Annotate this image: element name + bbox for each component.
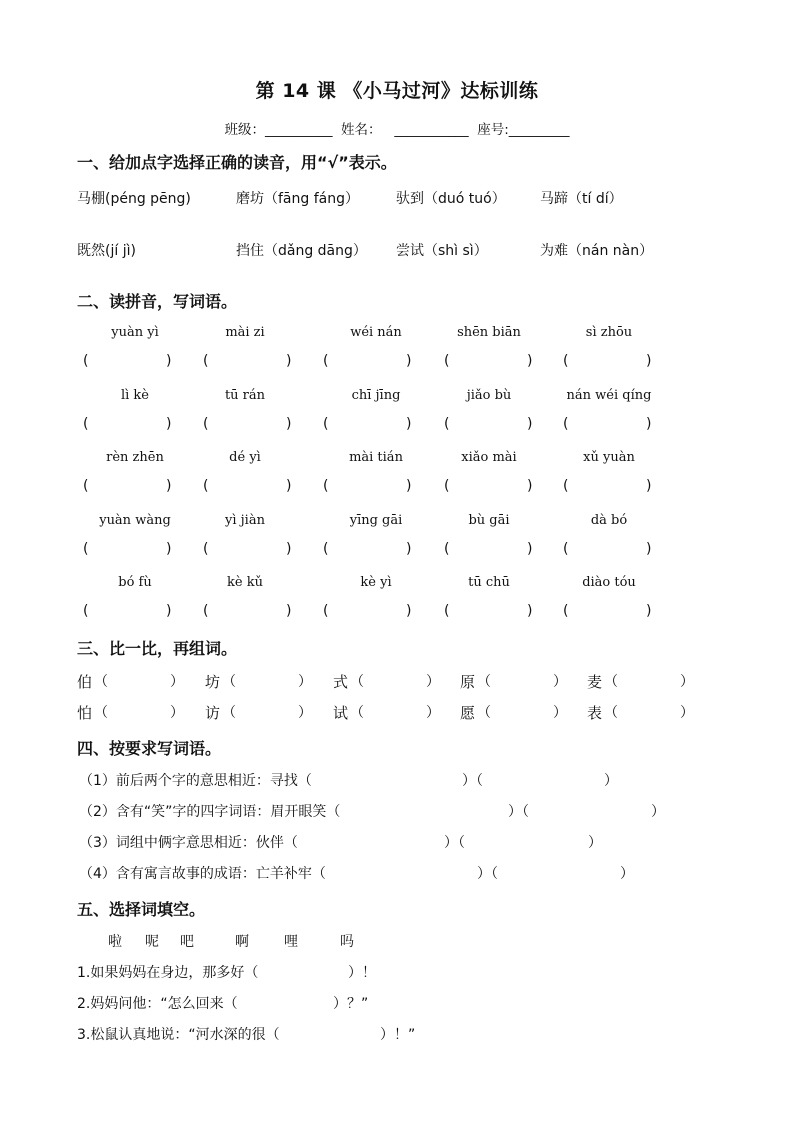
word-choice: 啦 (108, 934, 122, 950)
answer-close-paren: ) (646, 415, 652, 432)
requirement-item: （2）含有“笑”字的四字词语：眉开眼笑（ (79, 804, 341, 820)
answer-open-paren: ( (444, 603, 450, 619)
page-title: 第 14 课 《小马过河》达标训练 (255, 80, 539, 102)
answer-close-paren: ) (166, 415, 172, 432)
answer-close-paren: ) (286, 353, 292, 369)
pronunciation-item: 为难（nán nàn） (540, 243, 654, 259)
section5-heading: 五、选择词填空。 (77, 900, 206, 919)
pinyin-label: mài tián (349, 450, 403, 465)
word-choice: 呢 (145, 934, 159, 950)
answer-open-paren: （ (604, 674, 618, 690)
answer-open-paren: ( (203, 415, 209, 432)
answer-close-paren: ） (680, 674, 694, 690)
pinyin-label: tū chū (468, 575, 510, 590)
answer-open-paren: ( (444, 353, 450, 369)
answer-close-paren: ) (646, 540, 652, 557)
answer-close-paren: ) (527, 353, 533, 369)
pinyin-label: chī jīng (351, 387, 401, 403)
answer-close-paren: ) (406, 478, 412, 494)
pinyin-label: shēn biān (457, 325, 521, 340)
fill-blank-end: ）！” (380, 1027, 416, 1043)
answer-open-paren: ( (323, 603, 329, 619)
word-choice: 啊 (235, 934, 249, 950)
word-choice: 吧 (180, 934, 194, 950)
pronunciation-item: 既然(jí jì) (77, 243, 136, 259)
answer-open-paren: ( (203, 478, 209, 494)
answer-close-paren: ) (286, 478, 292, 494)
pinyin-label: mài zi (225, 325, 265, 340)
pronunciation-item: 马蹄（tí dí） (540, 191, 623, 207)
answer-close-paren: ) (646, 603, 652, 619)
requirement-item: （4）含有寓言故事的成语：亡羊补牢（ (79, 866, 326, 882)
section3-heading: 三、比一比，再组词。 (77, 639, 238, 658)
answer-open-paren: ( (83, 603, 89, 619)
pinyin-label: sì zhōu (585, 325, 633, 340)
pronunciation-item: 马棚(péng pēng) (77, 191, 191, 207)
answer-close-paren: ) (406, 415, 412, 432)
pinyin-label: kè yì (360, 575, 392, 590)
answer-close-paren: ) (646, 353, 652, 369)
answer-open-paren: （ (94, 705, 108, 721)
pinyin-label: kè kǔ (227, 575, 263, 590)
answer-open-paren: ( (444, 415, 450, 432)
answer-open-paren: （ (94, 674, 108, 690)
answer-close-paren: ) (406, 603, 412, 619)
compare-char: 访 (205, 704, 221, 722)
answer-close-paren: ） (426, 705, 440, 721)
answer-open-paren: ( (563, 540, 569, 557)
answer-open-paren: ( (83, 540, 89, 557)
pinyin-label: dà bó (590, 512, 628, 528)
pinyin-label: xǔ yuàn (583, 450, 635, 465)
compare-char: 试 (333, 704, 349, 722)
answer-close-paren: ） (170, 705, 184, 721)
answer-close-paren: ) (527, 415, 533, 432)
answer-close-paren: ) (286, 415, 292, 432)
compare-char: 原 (460, 673, 476, 691)
pronunciation-item: 驮到（duó tuó） (396, 191, 506, 207)
answer-close-paren: ) (406, 540, 412, 557)
answer-close-paren: ) (166, 353, 172, 369)
close-paren: ） (604, 773, 618, 789)
pronunciation-item: 尝试（shì sì） (396, 243, 488, 259)
fill-blank-end: ）！ (348, 965, 376, 981)
answer-open-paren: ( (83, 478, 89, 494)
answer-open-paren: ( (563, 603, 569, 619)
answer-open-paren: （ (477, 674, 491, 690)
pinyin-label: nán wéi qíng (566, 387, 652, 403)
pinyin-label: dé yì (229, 450, 261, 465)
answer-open-paren: （ (222, 705, 236, 721)
answer-open-paren: ( (203, 353, 209, 369)
pinyin-label: bó fù (118, 575, 152, 590)
pinyin-label: wéi nán (350, 325, 402, 340)
compare-char: 麦 (587, 673, 603, 691)
pronunciation-item: 磨坊（fāng fáng） (236, 191, 359, 207)
pinyin-label: lì kè (120, 387, 150, 403)
answer-close-paren: ） (298, 705, 312, 721)
compare-char: 愿 (460, 704, 476, 722)
close-paren: ）（ (508, 804, 529, 820)
answer-close-paren: ) (166, 478, 172, 494)
answer-close-paren: ） (553, 674, 567, 690)
fill-blank-end: ）？” (333, 996, 369, 1012)
requirement-item: （1）前后两个字的意思相近：寻找（ (79, 773, 312, 789)
answer-close-paren: ） (553, 705, 567, 721)
student-info-line: 班级：__________ 姓名： ___________ 座号:_________ (224, 122, 570, 138)
section4-heading: 四、按要求写词语。 (77, 739, 222, 758)
answer-open-paren: ( (323, 353, 329, 369)
answer-open-paren: ( (83, 353, 89, 369)
answer-open-paren: ( (323, 415, 329, 432)
pinyin-label: yuàn wàng (99, 512, 171, 528)
word-choice: 哩 (284, 934, 298, 950)
close-paren: ）（ (477, 866, 498, 882)
pronunciation-item: 挡住（dǎng dāng） (236, 243, 367, 259)
answer-close-paren: ） (298, 674, 312, 690)
answer-open-paren: ( (444, 540, 450, 557)
answer-open-paren: ( (203, 540, 209, 557)
answer-close-paren: ） (680, 705, 694, 721)
close-paren: ） (588, 835, 602, 851)
answer-open-paren: ( (563, 478, 569, 494)
close-paren: ）（ (462, 773, 483, 789)
answer-close-paren: ) (406, 353, 412, 369)
answer-open-paren: ( (444, 478, 450, 494)
pinyin-label: yì jiàn (225, 512, 265, 528)
pinyin-label: tū rán (224, 387, 266, 403)
answer-close-paren: ) (166, 603, 172, 619)
answer-open-paren: （ (350, 674, 364, 690)
fill-blank-start: 2.妈妈问他：“怎么回来（ (77, 996, 238, 1012)
section2-heading: 二、读拼音，写词语。 (77, 292, 238, 311)
fill-blank-start: 1.如果妈妈在身边，那多好（ (77, 965, 259, 981)
answer-open-paren: ( (83, 415, 89, 432)
pinyin-label: yuàn yì (111, 325, 159, 340)
pinyin-label: xiǎo mài (461, 450, 517, 465)
answer-open-paren: ( (563, 415, 569, 432)
answer-open-paren: （ (222, 674, 236, 690)
answer-open-paren: ( (203, 603, 209, 619)
close-paren: ）（ (444, 835, 465, 851)
compare-char: 怕 (77, 704, 93, 722)
answer-open-paren: ( (323, 478, 329, 494)
answer-open-paren: ( (563, 353, 569, 369)
answer-open-paren: （ (350, 705, 364, 721)
answer-open-paren: ( (323, 540, 329, 557)
pinyin-label: bù gāi (468, 512, 510, 528)
pinyin-label: rèn zhēn (106, 450, 164, 465)
answer-open-paren: （ (604, 705, 618, 721)
answer-close-paren: ) (166, 540, 172, 557)
compare-char: 式 (333, 673, 349, 691)
answer-close-paren: ) (527, 478, 533, 494)
answer-open-paren: （ (477, 705, 491, 721)
compare-char: 表 (587, 704, 603, 722)
close-paren: ） (651, 804, 665, 820)
close-paren: ） (620, 866, 634, 882)
answer-close-paren: ) (286, 603, 292, 619)
answer-close-paren: ) (646, 478, 652, 494)
answer-close-paren: ） (426, 674, 440, 690)
pinyin-label: jiǎo bù (466, 387, 512, 403)
pinyin-label: diào tóu (582, 575, 636, 590)
answer-close-paren: ) (286, 540, 292, 557)
pinyin-label: yīng gāi (349, 512, 403, 528)
answer-close-paren: ) (527, 603, 533, 619)
compare-char: 坊 (205, 673, 221, 691)
compare-char: 伯 (77, 673, 93, 691)
fill-blank-start: 3.松鼠认真地说：“河水深的很（ (77, 1027, 280, 1043)
answer-close-paren: ) (527, 540, 533, 557)
word-choice: 吗 (340, 934, 354, 950)
requirement-item: （3）词组中俩字意思相近：伙伴（ (79, 835, 298, 851)
section1-heading: 一、给加点字选择正确的读音，用“√”表示。 (77, 153, 397, 172)
answer-close-paren: ） (170, 674, 184, 690)
